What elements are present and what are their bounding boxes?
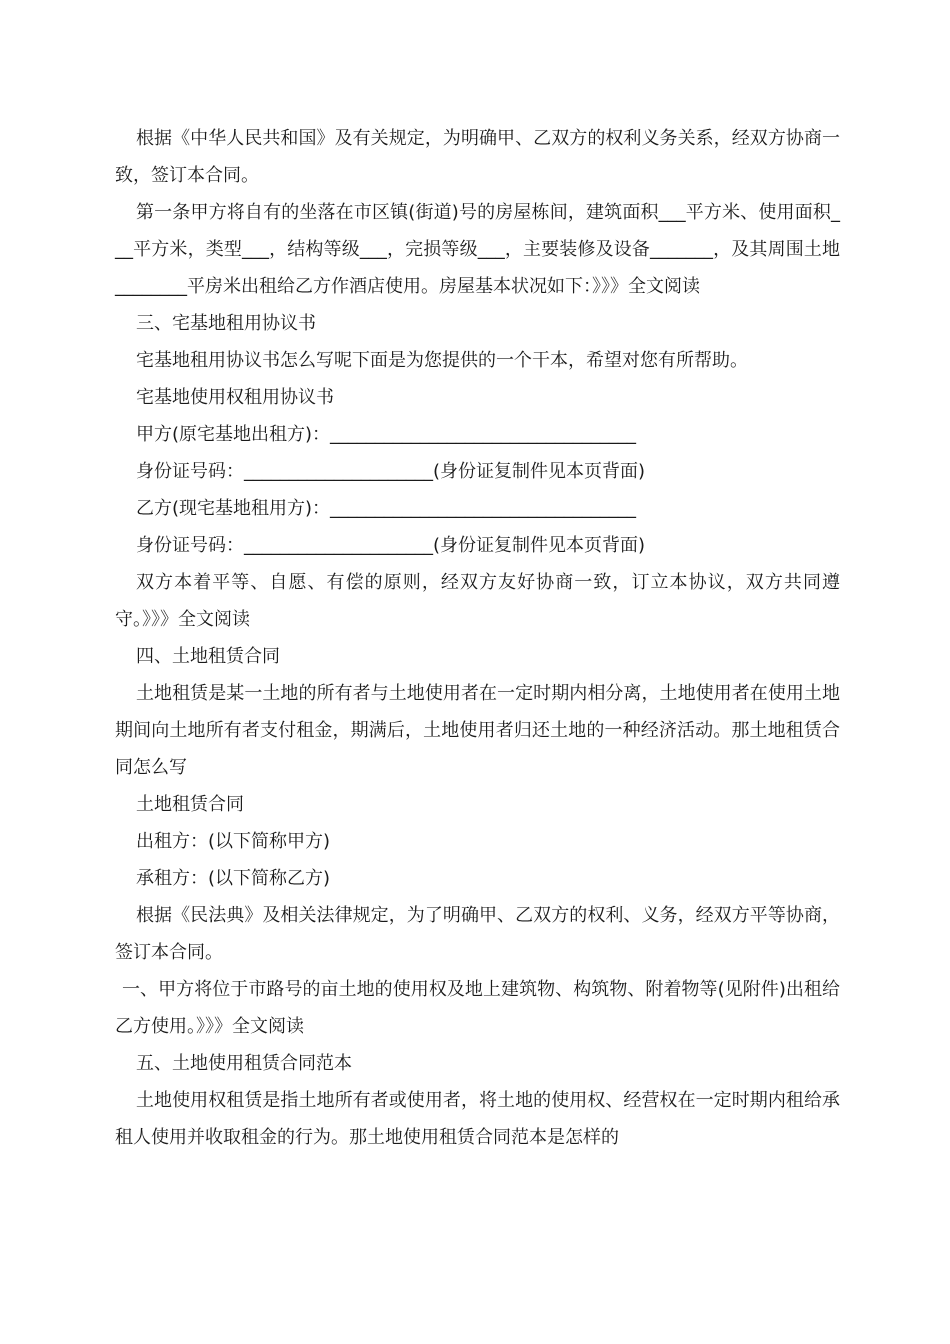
party-a-id-field: 身份证号码：_____________________(身份证复制件见本页背面): [136, 461, 646, 482]
section-4-intro: 土地租赁是某一土地的所有者与土地使用者在一定时期内相分离，土地使用者在使用土地期间向土地所有者支付租金，期满后，土地使用者归还土地的一种经济活动。那土地租赁合同怎么写: [115, 683, 840, 778]
section-3-intro: 宅基地租用协议书怎么写呢下面是为您提供的一个干本，希望对您有所帮助。: [136, 350, 748, 371]
section-5-intro: 土地使用权租赁是指土地所有者或使用者，将土地的使用权、经营权在一定时期内租给承租人使用并收取租金的行为。那土地使用租赁合同范本是怎样的: [115, 1090, 840, 1148]
section-3-heading: 三、宅基地租用协议书: [136, 313, 316, 334]
document-body: [115, 120, 840, 1156]
section-4-article-1: 一、甲方将位于市路号的亩土地的使用权及地上建筑物、构筑物、附着物等(见附件)出租给乙方使用。》》》全文阅读: [115, 979, 840, 1037]
lessee-field: 承租方：(以下简称乙方): [136, 868, 331, 889]
section-3-title: 宅基地使用权租用协议书: [136, 387, 334, 408]
section-4-heading: 四、土地租赁合同: [136, 646, 280, 667]
lessor-field: 出租方：(以下简称甲方): [136, 831, 331, 852]
section-4-body: 根据《民法典》及相关法律规定，为了明确甲、乙双方的权利、义务，经双方平等协商，签订本合同。: [115, 905, 840, 963]
paragraph-article-1: 第一条甲方将自有的坐落在市区镇(街道)号的房屋栋间，建筑面积___平方米、使用面积___平方米，类型___，结构等级___，完损等级___，主要装修及设备_______，及其周围土地________平房米出租给乙方作酒店使用。房屋基本状况如下：》》》全文阅读: [115, 202, 840, 297]
party-b-field: 乙方(现宅基地租用方)：__________________________________: [136, 498, 637, 519]
section-4-title: 土地租赁合同: [136, 794, 244, 815]
party-a-field: 甲方(原宅基地出租方)：__________________________________: [136, 424, 637, 445]
section-3-body: 双方本着平等、自愿、有偿的原则，经双方友好协商一致，订立本协议，双方共同遵守。》》》全文阅读: [115, 572, 840, 630]
paragraph-intro: 根据《中华人民共和国》及有关规定，为明确甲、乙双方的权利义务关系，经双方协商一致，签订本合同。: [115, 128, 840, 186]
section-5-heading: 五、土地使用租赁合同范本: [136, 1053, 352, 1074]
party-b-id-field: 身份证号码：_____________________(身份证复制件见本页背面): [136, 535, 646, 556]
